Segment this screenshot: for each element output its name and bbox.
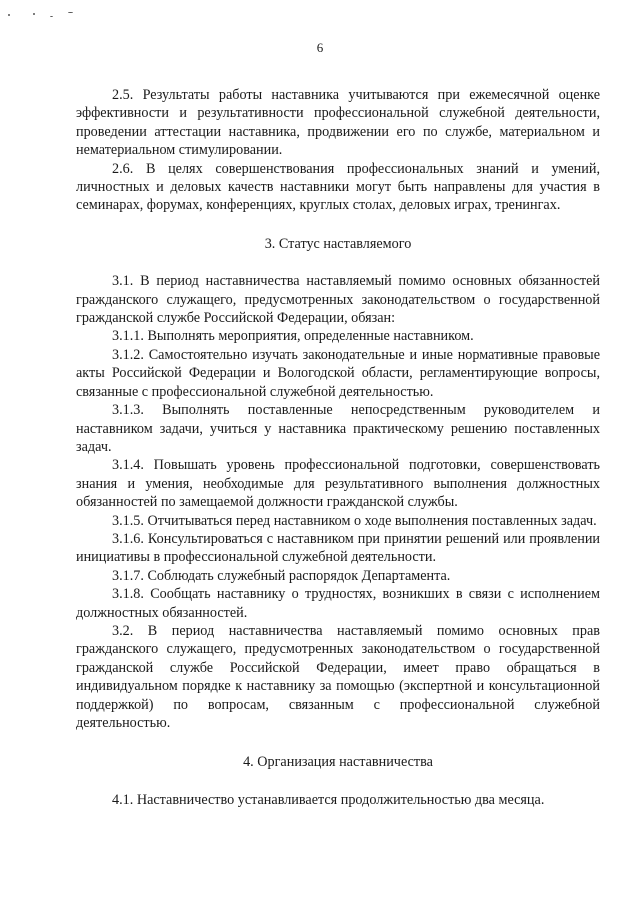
paragraph-3-1: 3.1. В период наставничества наставляемый помимо основных обязанностей гражданского служащего, предусмотренных законодательством о государственной гражданской службе Российской Федерации, обязан: bbox=[76, 273, 600, 327]
scan-specks bbox=[8, 10, 78, 20]
scan-speck bbox=[33, 13, 35, 15]
paragraph-3-1-5: 3.1.5. Отчитываться перед наставником о ходе выполнения поставленных задач. bbox=[112, 512, 597, 529]
paragraph-2-6: 2.6. В целях совершенствования профессиональных знаний и умений, личностных и деловых качеств наставники могут быть направлены для участия в семинарах, форумах, конференциях, круглых столах, деловых играх, тренингах. bbox=[76, 160, 600, 214]
document-body bbox=[76, 86, 600, 809]
paragraph-3-1-7: 3.1.7. Соблюдать служебный распорядок Департамента. bbox=[112, 567, 451, 584]
paragraph-2-5: 2.5. Результаты работы наставника учитываются при ежемесячной оценке эффективности и результативности профессиональной служебной деятельности, проведении аттестации наставника, продвижении его по службе, материальном и нематериальном стимулировании. bbox=[76, 87, 600, 159]
paragraph-3-1-6: 3.1.6. Консультироваться с наставником при принятии решений или проявлении инициативы в профессиональной служебной деятельности. bbox=[76, 530, 600, 566]
paragraph-3-1-2: 3.1.2. Самостоятельно изучать законодательные и иные нормативные правовые акты Российской Федерации и Вологодской области, регламентирующие вопросы, связанные с профессиональной служебной деятельностью. bbox=[76, 346, 600, 400]
paragraph-4-1: 4.1. Наставничество устанавливается продолжительностью два месяца. bbox=[112, 791, 545, 808]
paragraph-3-2: 3.2. В период наставничества наставляемый помимо основных прав гражданского служащего, предусмотренных законодательством о государственной гражданской службе Российской Федерации, имеет право обращаться в индивидуальном порядке к наставнику за помощью (экспертной и консультационной поддержкой) по вопросам, связанным с профессиональной служебной деятельностью. bbox=[76, 622, 600, 731]
paragraph-3-1-1: 3.1.1. Выполнять мероприятия, определенные наставником. bbox=[112, 328, 474, 345]
paragraph-3-1-4: 3.1.4. Повышать уровень профессиональной подготовки, совершенствовать знания и умения, необходимые для результативного выполнения должностных обязанностей по замещаемой должности гражданской службы. bbox=[76, 457, 600, 511]
scan-speck bbox=[68, 12, 73, 13]
paragraph-3-1-3: 3.1.3. Выполнять поставленные непосредственным руководителем и наставником задачи, учиться у наставника практическому решению поставленных задач. bbox=[76, 402, 600, 455]
scan-speck bbox=[50, 16, 53, 17]
scan-speck bbox=[8, 14, 10, 16]
page-number: 6 bbox=[316, 40, 324, 55]
section-title-4: 4. Организация наставничества bbox=[243, 754, 433, 771]
section-title-3: 3. Статус наставляемого bbox=[264, 235, 412, 252]
paragraph-3-1-8: 3.1.8. Сообщать наставнику о трудностях, возникших в связи с исполнением должностных обязанностей. bbox=[76, 586, 600, 621]
